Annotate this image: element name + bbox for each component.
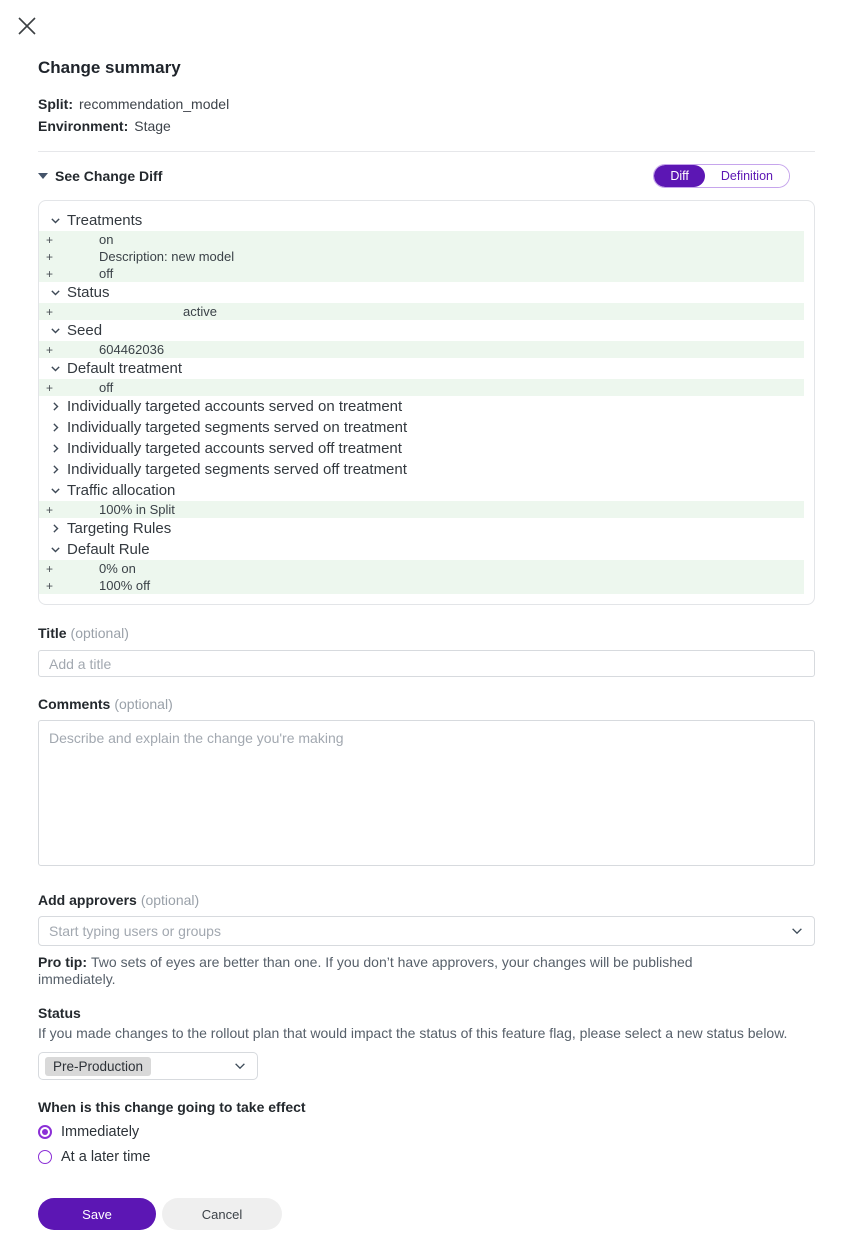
diff-added-row (39, 560, 804, 577)
diff-added-row (39, 248, 804, 265)
radio-unselected-icon[interactable] (38, 1150, 52, 1164)
diff-row-text: Status (67, 284, 110, 301)
diff-group-collapsed[interactable] (39, 438, 814, 459)
approvers-optional-text: (optional) (140, 892, 200, 908)
plus-icon: + (45, 232, 53, 247)
chevron-down-icon (233, 1059, 247, 1073)
diff-header (38, 164, 815, 188)
chevron-down-icon (790, 924, 804, 938)
chevron-right-icon (49, 522, 62, 535)
plus-icon: + (45, 266, 53, 281)
plus-icon: + (45, 561, 53, 576)
tab-diff[interactable]: Diff (654, 165, 705, 187)
diff-panel (38, 200, 815, 605)
environment-value: Stage (134, 118, 171, 134)
split-row (38, 93, 815, 115)
radio-option-later-time[interactable] (38, 1149, 815, 1165)
diff-group-collapsed[interactable] (39, 396, 814, 417)
diff-added-row (39, 265, 804, 282)
diff-group-expanded[interactable] (39, 539, 814, 560)
diff-row-text: Default treatment (67, 360, 183, 377)
diff-row-text: 0% on (99, 561, 136, 576)
chevron-down-icon (49, 543, 62, 556)
pro-tip-text: Two sets of eyes are better than one. If you don’t have approvers, your changes will be published immediately. (38, 954, 693, 987)
plus-icon: + (45, 342, 53, 357)
title-optional-text: (optional) (70, 625, 129, 641)
chevron-right-icon (49, 400, 62, 413)
diff-group-collapsed[interactable] (39, 459, 814, 480)
diff-added-row (39, 303, 804, 320)
cancel-button[interactable]: Cancel (162, 1198, 282, 1230)
title-label-text: Title (38, 625, 67, 641)
diff-row-text: off (99, 266, 114, 281)
diff-row-text: Traffic allocation (67, 482, 176, 499)
title-input[interactable] (38, 650, 815, 677)
divider (38, 151, 815, 152)
diff-row-text: Individually targeted segments served on treatment (67, 419, 408, 436)
effect-section-label: When is this change going to take effect (38, 1099, 306, 1115)
diff-added-row (39, 379, 804, 396)
radio-label: At a later time (61, 1149, 151, 1165)
pro-tip-label: Pro tip: (38, 954, 87, 970)
comments-textarea[interactable] (38, 720, 815, 866)
status-description: If you made changes to the rollout plan that would impact the status of this feature flag, please select a new status below. (38, 1025, 788, 1041)
diff-row-text: Treatments (67, 212, 143, 229)
chevron-right-icon (49, 463, 62, 476)
status-select[interactable] (38, 1052, 258, 1080)
see-change-diff-collapse-toggle[interactable] (38, 168, 162, 184)
chevron-down-icon (49, 214, 62, 227)
diff-row-text: off (99, 380, 114, 395)
plus-icon: + (45, 380, 53, 395)
comments-optional-text: (optional) (114, 696, 173, 712)
caret-down-icon (38, 173, 48, 179)
diff-group-expanded[interactable] (39, 320, 814, 341)
diff-added-row (39, 501, 804, 518)
page-title: Change summary (38, 58, 181, 77)
environment-row (38, 115, 815, 137)
diff-row-text: 604462036 (99, 342, 165, 357)
plus-icon: + (45, 502, 53, 517)
comments-label-text: Comments (38, 696, 111, 712)
diff-row-text: Targeting Rules (67, 520, 172, 537)
plus-icon: + (45, 578, 53, 593)
diff-group-expanded[interactable] (39, 358, 814, 379)
approvers-input[interactable] (49, 923, 790, 939)
save-button[interactable]: Save (38, 1198, 156, 1230)
diff-group-expanded[interactable] (39, 480, 814, 501)
diff-row-text: Individually targeted segments served off treatment (67, 461, 407, 478)
diff-row-text: Individually targeted accounts served on treatment (67, 398, 403, 415)
chevron-down-icon (49, 484, 62, 497)
chevron-down-icon (49, 362, 62, 375)
close-button[interactable] (15, 15, 39, 39)
action-buttons (38, 1198, 815, 1230)
see-change-diff-label: See Change Diff (55, 168, 163, 184)
diff-added-row (39, 577, 804, 594)
diff-row-text: Individually targeted accounts served off treatment (67, 440, 402, 457)
diff-added-row (39, 341, 804, 358)
diff-row-text: 100% off (99, 578, 151, 593)
status-section-label: Status (38, 1005, 81, 1021)
diff-row-text: active (183, 304, 217, 319)
split-value: recommendation_model (79, 96, 230, 112)
diff-definition-toggle (653, 164, 790, 188)
plus-icon: + (45, 304, 53, 319)
chevron-down-icon (49, 286, 62, 299)
radio-option-immediately[interactable] (38, 1124, 815, 1140)
diff-added-row (39, 231, 804, 248)
split-label: Split: (38, 96, 73, 112)
approvers-combobox[interactable] (38, 916, 815, 946)
diff-group-collapsed[interactable] (39, 417, 814, 438)
radio-selected-icon[interactable] (38, 1125, 52, 1139)
title-field-label (38, 625, 815, 641)
diff-row-text: 100% in Split (99, 502, 175, 517)
comments-field-label (38, 696, 815, 712)
tab-definition[interactable]: Definition (705, 165, 789, 187)
diff-row-text: on (99, 232, 114, 247)
diff-group-expanded[interactable] (39, 210, 814, 231)
chevron-right-icon (49, 442, 62, 455)
chevron-right-icon (49, 421, 62, 434)
close-icon (16, 15, 38, 37)
diff-row-text: Description: new model (99, 249, 235, 264)
environment-label: Environment: (38, 118, 129, 134)
approvers-label-text: Add approvers (38, 892, 137, 908)
status-selected-chip: Pre-Production (45, 1057, 151, 1076)
diff-row-text: Seed (67, 322, 103, 339)
meta-block (38, 93, 815, 137)
plus-icon: + (45, 249, 53, 264)
chevron-down-icon (49, 324, 62, 337)
diff-group-collapsed[interactable] (39, 518, 814, 539)
diff-row-text: Default Rule (67, 541, 150, 558)
radio-label: Immediately (61, 1124, 140, 1140)
approvers-field-label (38, 892, 815, 908)
pro-tip (38, 954, 748, 988)
diff-group-expanded[interactable] (39, 282, 814, 303)
